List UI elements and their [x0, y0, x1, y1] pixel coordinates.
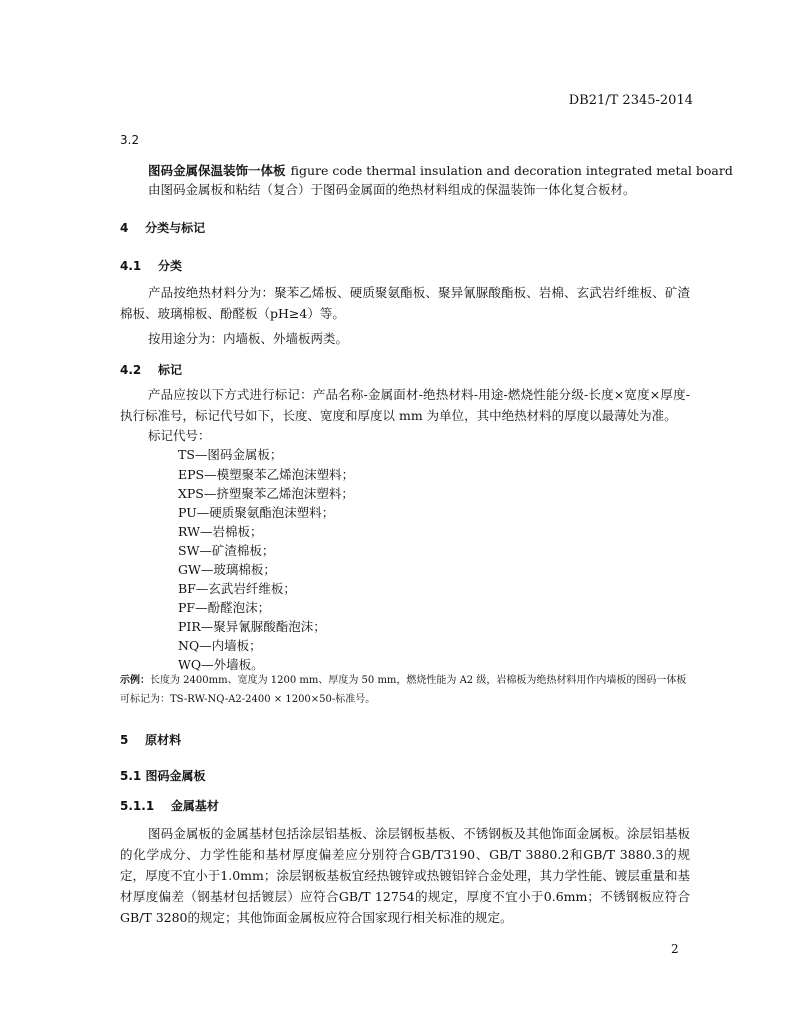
clause-4-number: 4	[120, 221, 129, 235]
clause-4-2-heading	[120, 361, 182, 378]
code-item: PU—硬质聚氨酯泡沫塑料；	[178, 505, 335, 520]
code-item: RW—岩棉板；	[178, 524, 263, 539]
code-item: XPS—挤塑聚苯乙烯泡沫塑料；	[178, 486, 354, 501]
code-item: NQ—内墙板；	[178, 638, 262, 653]
codes-label: 标记代号：	[148, 428, 211, 443]
code-item: BF—玄武岩纤维板；	[178, 581, 296, 596]
clause-4-heading	[120, 219, 205, 236]
document-id: DB21/T 2345-2014	[568, 93, 693, 108]
example-label: 示例：	[120, 675, 150, 686]
clause-5-heading	[120, 731, 181, 748]
clause-5-1-number: 5.1	[120, 769, 142, 783]
clause-4-title: 分类与标记	[145, 221, 206, 235]
code-item: GW—玻璃棉板；	[178, 562, 276, 577]
code-item: SW—矿渣棉板；	[178, 543, 275, 558]
clause-4-1-title: 分类	[157, 259, 182, 273]
clause-5-title: 原材料	[145, 733, 182, 747]
clause-5-number: 5	[120, 733, 129, 747]
clause-3-2-number: 3.2	[120, 133, 140, 147]
code-item: EPS—模塑聚苯乙烯泡沫塑料；	[178, 467, 355, 482]
clause-4-1-paragraph-2: 按用途分为：内墙板、外墙板两类。	[148, 331, 349, 346]
clause-4-2-title: 标记	[157, 363, 182, 377]
clause-5-1-1-paragraph-1: 图码金属板的金属基材包括涂层铝基板、涂层钢板基板、不锈钢板及其他饰面金属板。涂层铝基板的化学成分、力学性能和基材厚度偏差应分别符合GB/T3190、GB/T 3880.2和GB/T 3880.3的规定，厚度不宜小于1.0mm；涂层钢板基板宜经热镀锌或热镀铝锌合金处理，其力学性能、镀层重量和基材厚度偏差（钢基材包括镀层）应符合GB/T 12754的规定，厚度不宜小于0.6mm；不锈钢板应符合GB/T 3280的规定；其他饰面金属板应符合国家现行相关标准的规定。	[120, 826, 690, 925]
example-text: 长度为 2400mm、宽度为 1200 mm、厚度为 50 mm，燃烧性能为 A2 级，岩棉板为绝热材料用作内墙板的图码一体板可标记为：TS-RW-NQ-A2-2400 × 1200×50-标准号。	[120, 675, 687, 705]
clause-4-2-paragraph-1: 产品应按以下方式进行标记：产品名称-金属面材-绝热材料-用途-燃烧性能分级-长度×宽度×厚度-执行标准号，标记代号如下，长度、宽度和厚度以 mm 为单位，其中绝热材料的厚度以最薄处为准。	[120, 387, 690, 423]
page-number: 2	[671, 942, 679, 956]
clause-4-1-paragraph-1: 产品按绝热材料分为：聚苯乙烯板、硬质聚氨酯板、聚异氰脲酸酯板、岩棉、玄武岩纤维板、矿渣棉板、玻璃棉板、酚醛板（pH≥4）等。	[120, 285, 690, 321]
clause-4-1-heading	[120, 257, 182, 274]
clause-5-1-title: 图码金属板	[145, 769, 206, 783]
code-item: WQ—外墙板。	[178, 657, 264, 672]
term-english: figure code thermal insulation and decoration integrated metal board	[290, 163, 733, 178]
code-item: TS—图码金属板；	[178, 447, 283, 462]
term-3-2	[148, 160, 733, 179]
code-item: PF—酚醛泡沫；	[178, 600, 271, 615]
clause-4-1-number: 4.1	[120, 259, 142, 273]
clause-5-1-1-heading	[120, 797, 219, 814]
clause-5-1-heading	[120, 767, 205, 784]
clause-4-2-number: 4.2	[120, 363, 142, 377]
example-note	[120, 671, 692, 709]
clause-5-1-1-number: 5.1.1	[120, 799, 155, 813]
term-3-2-definition: 由图码金属板和粘结（复合）于图码金属面的绝热材料组成的保温装饰一体化复合板材。	[148, 182, 636, 197]
clause-5-1-1-title: 金属基材	[170, 799, 219, 813]
term-chinese: 图码金属保温装饰一体板	[148, 163, 286, 178]
code-item: PIR—聚异氰脲酸酯泡沫；	[178, 619, 326, 634]
